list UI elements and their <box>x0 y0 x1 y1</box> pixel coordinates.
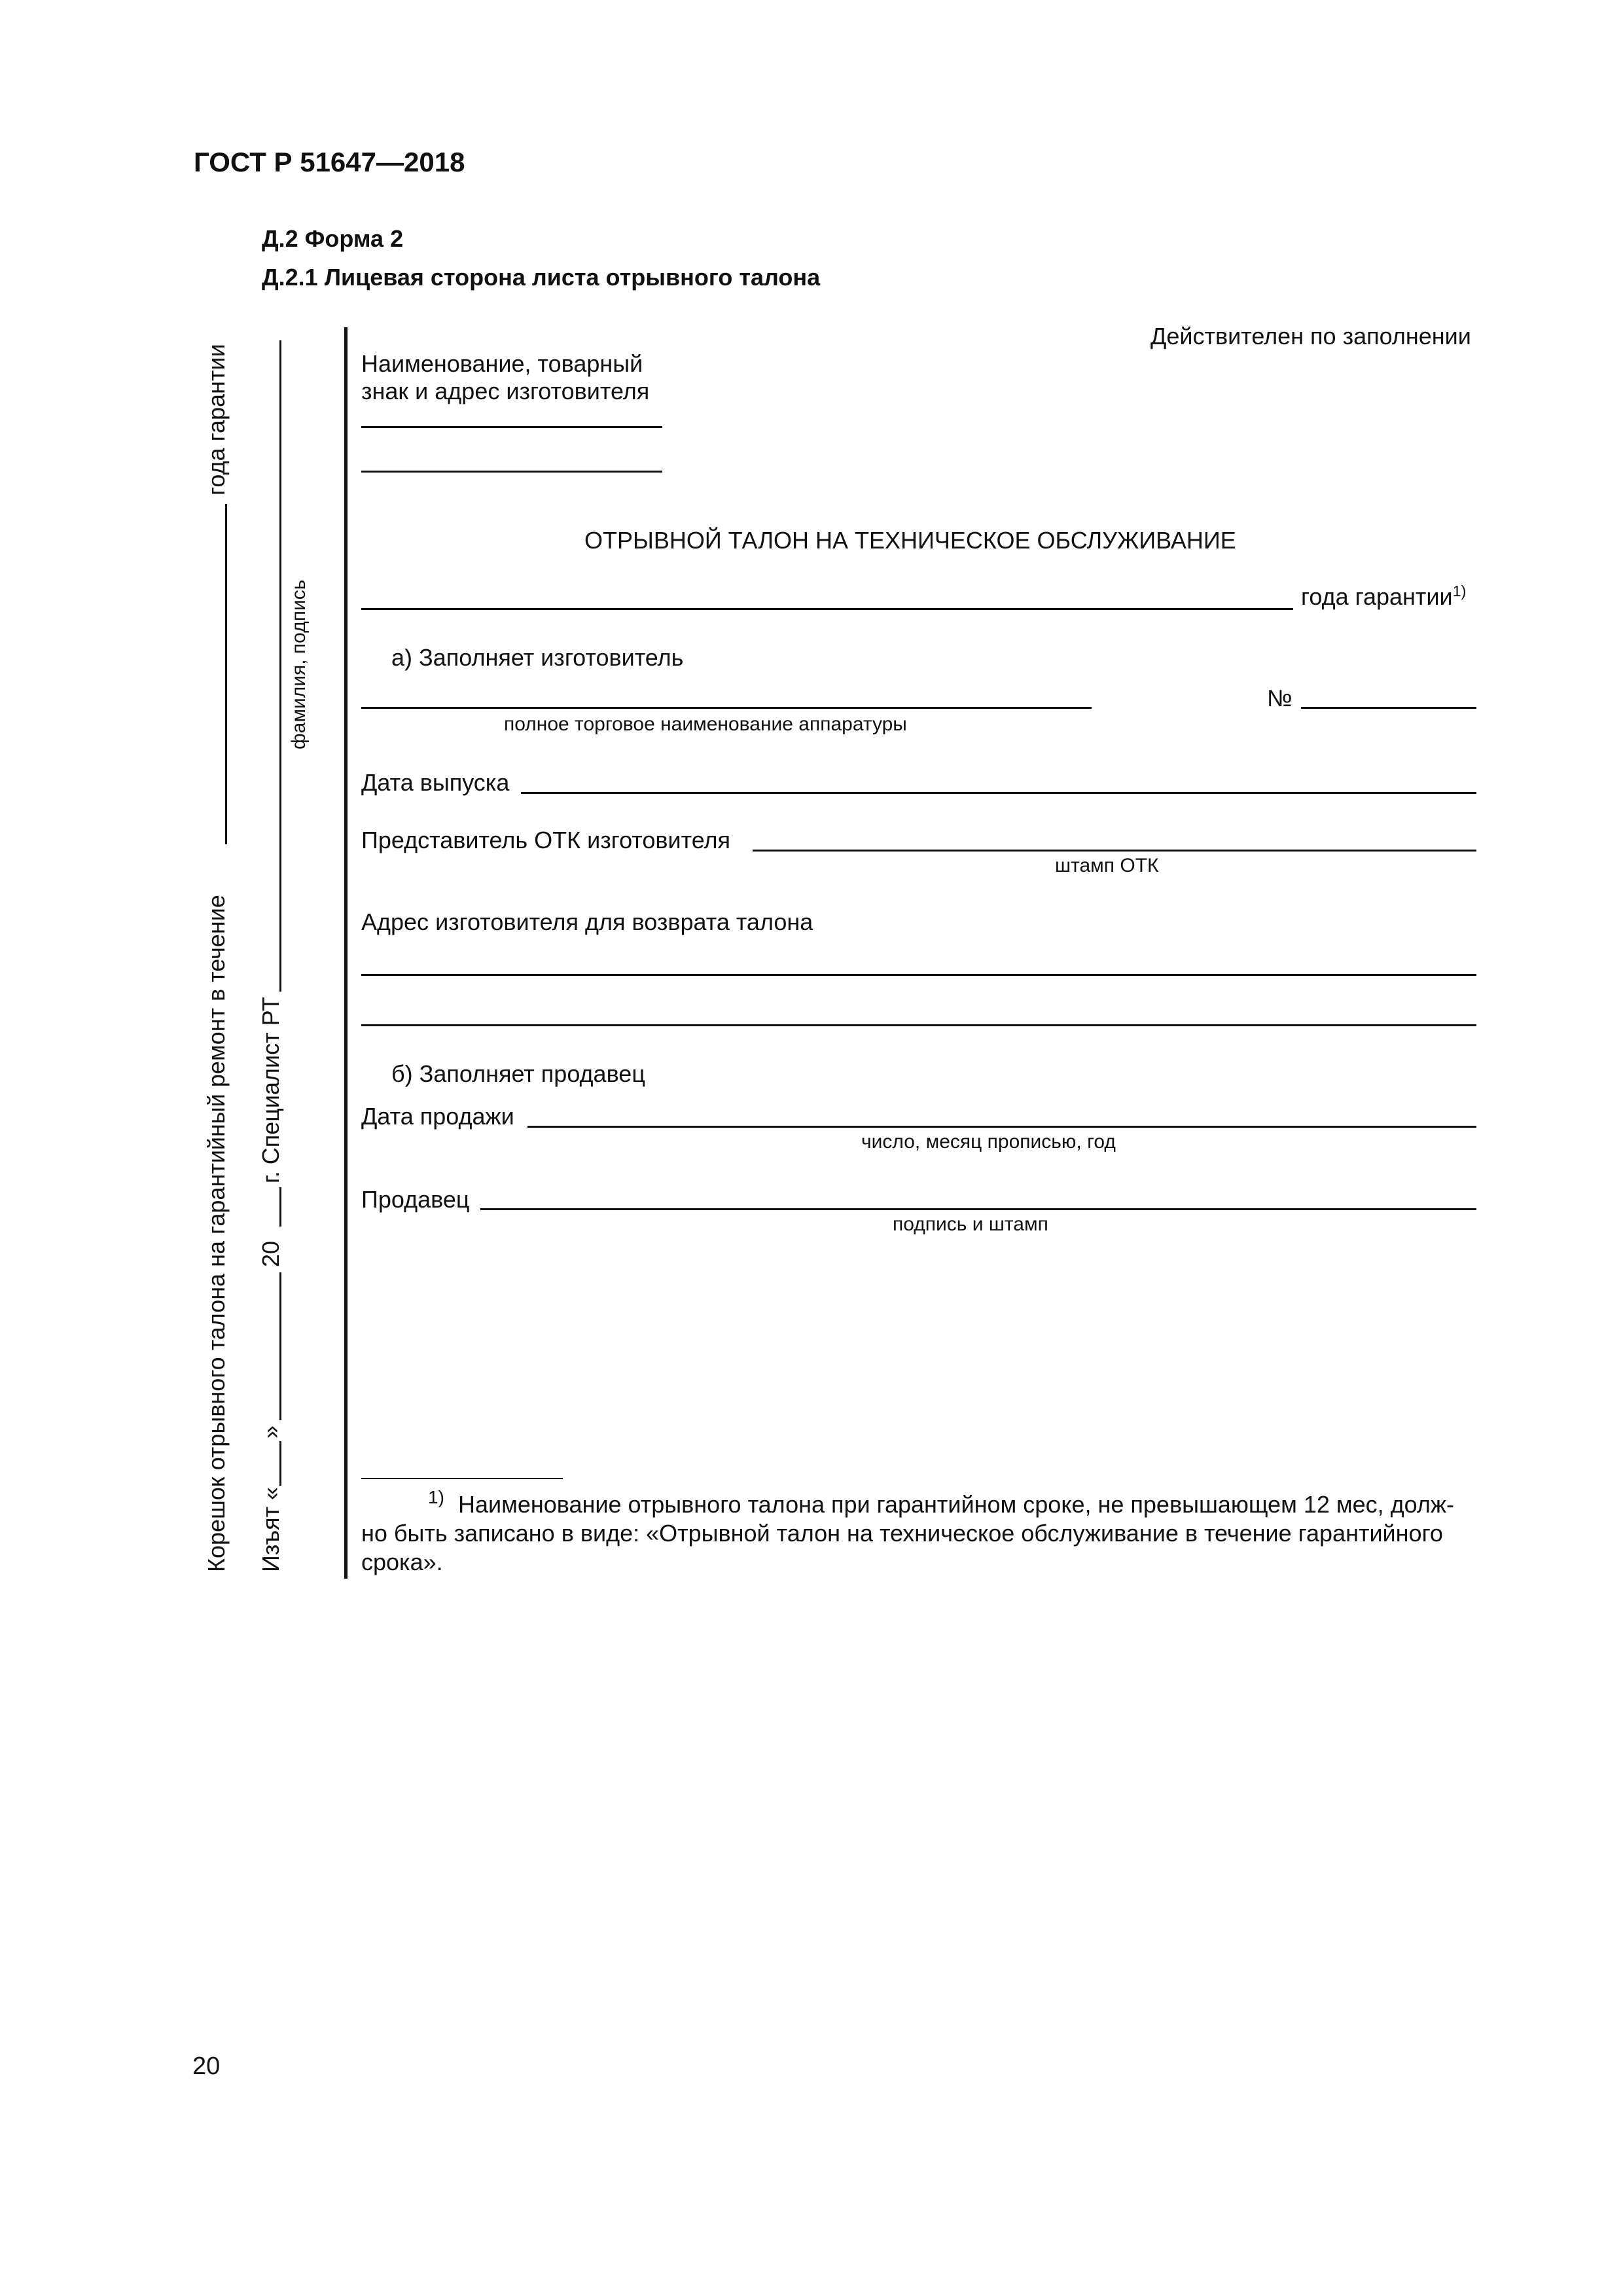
return-address-label: Адрес изготовителя для возврата талона <box>361 908 813 935</box>
otk-rep-label: Представитель ОТК изготовителя <box>361 827 731 853</box>
sale-date-caption: число, месяц прописью, год <box>861 1131 1116 1153</box>
manufacturer-label-line1: Наименование, товарный <box>361 350 643 377</box>
otk-stamp-caption: штамп ОТК <box>1055 855 1159 876</box>
stub-specialist-blank <box>279 844 281 992</box>
page-number: 20 <box>192 2053 221 2080</box>
return-address-line-1 <box>361 974 1476 976</box>
footnote-ref: 1) <box>428 1487 444 1507</box>
manufacturer-line-2 <box>361 471 662 473</box>
full-name-line <box>361 707 1092 709</box>
footnote-line-2: но быть записано в виде: «Отрывной талон на техническое обслуживание в течение гарантийного <box>361 1520 1443 1547</box>
warranty-years-label <box>1301 583 1466 611</box>
stub-year-blank <box>279 1187 281 1227</box>
stub-text-removed: Изъят « <box>257 1486 284 1572</box>
release-date-label: Дата выпуска <box>361 769 510 796</box>
return-address-line-2 <box>361 1024 1476 1026</box>
warranty-years-text: года гарантии <box>1301 583 1453 610</box>
stub-text-warranty-part1: Корешок отрывного талона на гарантийный ремонт в течение <box>203 895 230 1572</box>
stub-text-warranty-part2: года гарантии <box>203 344 230 495</box>
stub-text-specialist: г. Специалист РТ <box>257 997 284 1183</box>
section-a-heading: а) Заполняет изготовитель <box>391 644 684 671</box>
subsection-title: Д.2.1 Лицевая сторона листа отрывного талона <box>262 264 821 291</box>
valid-note: Действителен по заполнении <box>1150 323 1471 350</box>
section-b-heading: б) Заполняет продавец <box>391 1060 645 1087</box>
manufacturer-label-line2: знак и адрес изготовителя <box>361 378 650 404</box>
manufacturer-line-1 <box>361 426 662 428</box>
footnote-separator <box>361 1478 563 1479</box>
footnote-line-3: срока». <box>361 1549 443 1575</box>
warranty-footnote-ref: 1) <box>1452 583 1467 600</box>
stub-text-quote-close: » <box>257 1425 284 1439</box>
otk-rep-line <box>753 850 1476 852</box>
form-title: ОТРЫВНОЙ ТАЛОН НА ТЕХНИЧЕСКОЕ ОБСЛУЖИВАНИЕ <box>584 527 1236 554</box>
stub-warranty-blank <box>225 504 227 844</box>
seller-line <box>480 1208 1476 1210</box>
standard-number: ГОСТ Р 51647—2018 <box>194 147 465 177</box>
warranty-years-line <box>361 608 1293 610</box>
stub-signature-caption: фамилия, подпись <box>288 579 310 749</box>
sale-date-line <box>527 1126 1476 1128</box>
stub-month-blank <box>279 1272 281 1420</box>
serial-number-line <box>1301 707 1476 709</box>
section-title: Д.2 Форма 2 <box>262 225 404 252</box>
seller-label: Продавец <box>361 1186 470 1213</box>
seller-caption: подпись и штамп <box>893 1213 1048 1235</box>
tear-off-separator <box>344 327 348 1579</box>
stub-text-year-prefix: 20 <box>257 1240 284 1267</box>
footnote-line-1: Наименование отрывного талона при гарантийном сроке, не превышающем 12 мес, долж- <box>458 1491 1454 1518</box>
release-date-line <box>521 792 1476 794</box>
stub-signature-blank <box>279 340 281 844</box>
stub-day-blank <box>279 1441 281 1486</box>
number-sign: № <box>1267 685 1293 711</box>
sale-date-label: Дата продажи <box>361 1103 514 1130</box>
full-name-caption: полное торговое наименование аппаратуры <box>504 713 907 735</box>
